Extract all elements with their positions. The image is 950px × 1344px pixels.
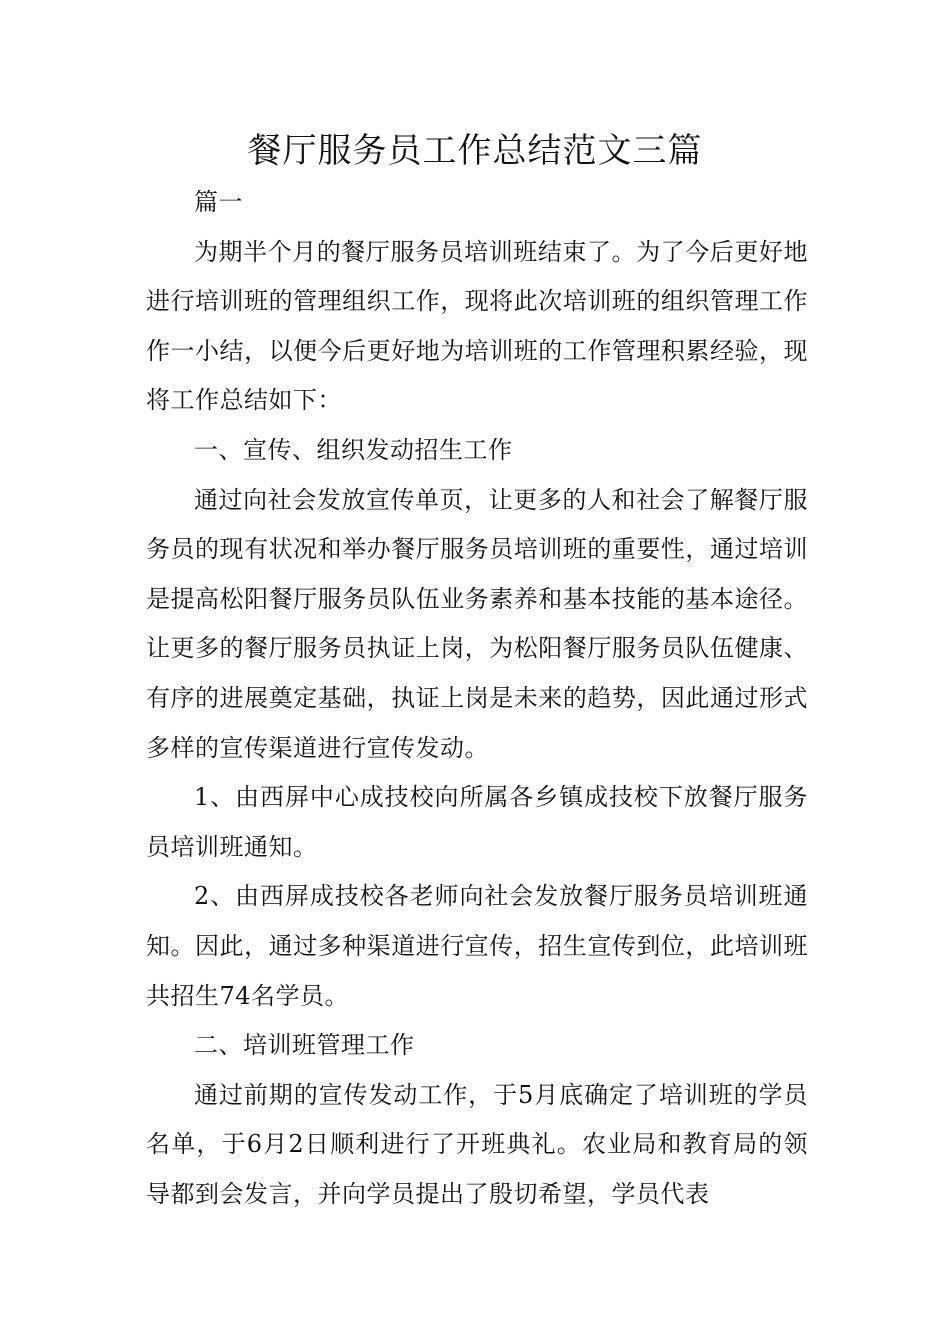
section-heading-management: 二、培训班管理工作	[194, 1031, 415, 1060]
management-paragraph: 通过前期的宣传发动工作，于5月底确定了培训班的学员名单，于6月2日顺利进行了开班典礼。农业局和教育局的领导都到会发言，并向学员提出了殷切希望，学员代表	[146, 1080, 808, 1208]
section-heading-recruitment: 一、宣传、组织发动招生工作	[194, 435, 513, 464]
section-heading-part-one: 篇一	[194, 188, 243, 216]
document-body	[146, 178, 808, 1219]
recruitment-paragraph: 通过向社会发放宣传单页，让更多的人和社会了解餐厅服务员的现有状况和举办餐厅服务员培训班的重要性，通过培训是提高松阳餐厅服务员队伍业务素养和基本技能的基本途径。让更多的餐厅服务员执证上岗，为松阳餐厅服务员队伍健康、有序的进展奠定基础，执证上岗是未来的趋势，因此通过形式多样的宣传渠道进行宣传发动。	[146, 485, 808, 762]
document-title: 餐厅服务员工作总结范文三篇	[247, 131, 703, 171]
list-item-2: 2、由西屏成技校各老师向社会发放餐厅服务员培训班通知。因此，通过多种渠道进行宣传，招生宣传到位，此培训班共招生74名学员。	[146, 882, 808, 1010]
list-item-1: 1、由西屏中心成技校向所属各乡镇成技校下放餐厅服务员培训班通知。	[146, 783, 808, 861]
intro-paragraph: 为期半个月的餐厅服务员培训班结束了。为了今后更好地进行培训班的管理组织工作，现将此次培训班的组织管理工作作一小结，以便今后更好地为培训班的工作管理积累经验，现将工作总结如下：	[146, 237, 808, 415]
